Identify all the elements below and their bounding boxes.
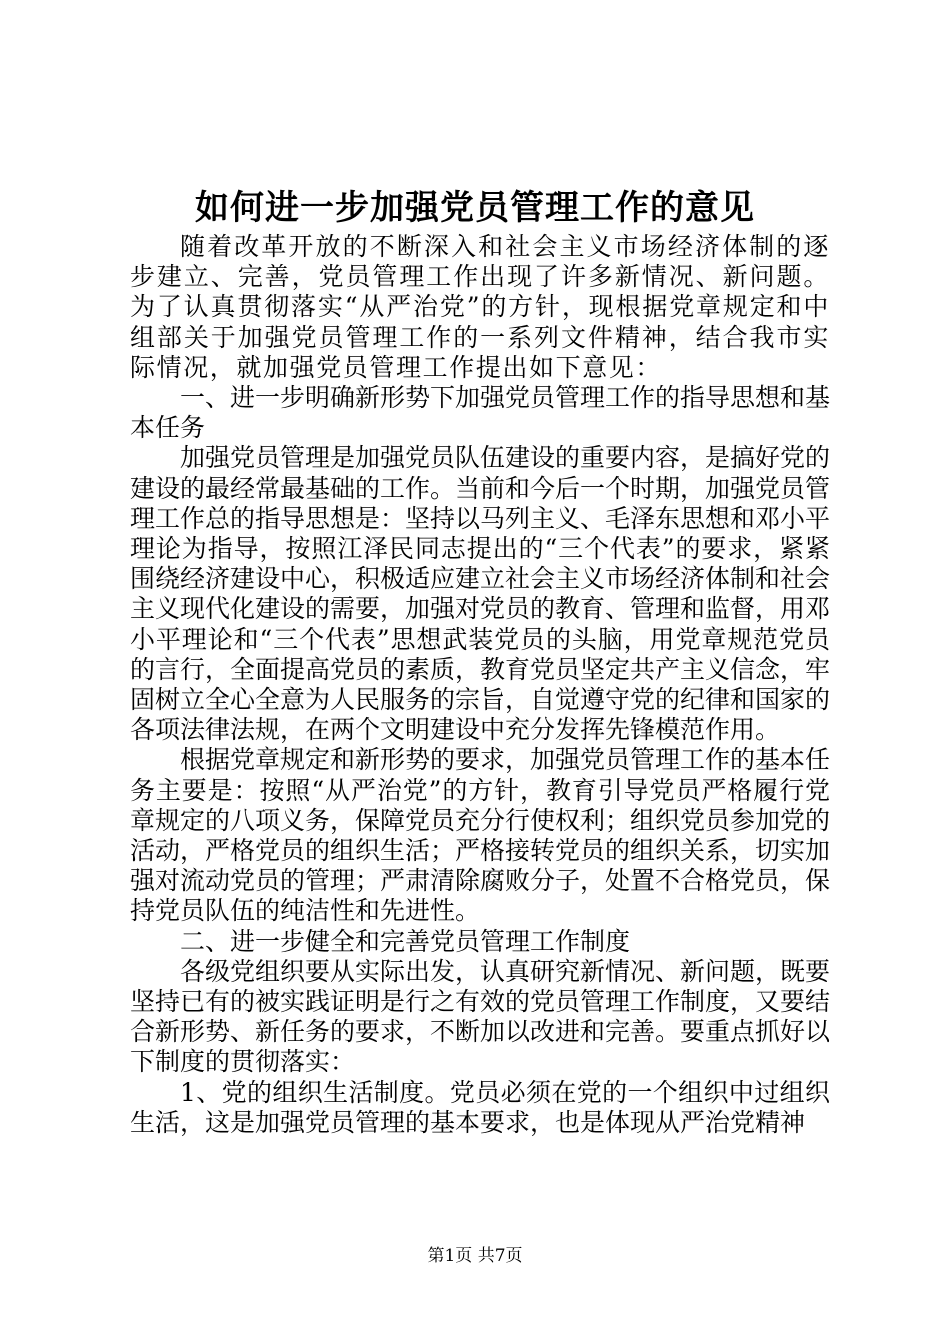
page-number-footer: 第1页 共7页: [427, 1246, 523, 1266]
guiding-ideology-paragraph: 加强党员管理是加强党员队伍建设的重要内容，是搞好党的建设的最经常最基础的工作。当前和今后一个时期，加强党员管理工作总的指导思想是：坚持以马列主义、毛泽东思想和邓小平理论为指导，按照江泽民同志提出的“三个代表”的要求，紧紧围绕经济建设中心，积极适应建立社会主义市场经济体制和社会主义现代化建设的需要，加强对党员的教育、管理和监督，用邓小平理论和“三个代表”思想武装党员的头脑，用党章规范党员的言行，全面提高党员的素质，教育党员坚定共产主义信念，牢固树立全心全意为人民服务的宗旨，自觉遵守党的纪律和国家的各项法律法规，在两个文明建设中充分发挥先锋模范作用。: [130, 443, 831, 745]
section-heading-1: 一、进一步明确新形势下加强党员管理工作的指导思想和基本任务: [130, 383, 831, 443]
system-paragraph: 各级党组织要从实际出发，认真研究新情况、新问题，既要坚持已有的被实践证明是行之有效的党员管理工作制度，又要结合新形势、新任务的要求，不断加以改进和完善。要重点抓好以下制度的贯彻落实：: [130, 956, 831, 1077]
document-title: 如何进一步加强党员管理工作的意见: [195, 188, 755, 228]
intro-paragraph: 随着改革开放的不断深入和社会主义市场经济体制的逐步建立、完善，党员管理工作出现了许多新情况、新问题。为了认真贯彻落实“从严治党”的方针，现根据党章规定和中组部关于加强党员管理工作的一系列文件精神，结合我市实际情况，就加强党员管理工作提出如下意见：: [130, 232, 830, 382]
document-body: [130, 232, 830, 1138]
basic-tasks-paragraph: 根据党章规定和新形势的要求，加强党员管理工作的基本任务主要是：按照“从严治党”的方针，教育引导党员严格履行党章规定的八项义务，保障党员充分行使权利；组织党员参加党的活动，严格党员的组织生活；严格接转党员的组织关系，切实加强对流动党员的管理；严肃清除腐败分子，处置不合格党员，保持党员队伍的纯洁性和先进性。: [130, 745, 831, 926]
section-heading-2: 二、进一步健全和完善党员管理工作制度: [180, 926, 631, 956]
organization-life-paragraph: 1、党的组织生活制度。党员必须在党的一个组织中过组织生活，这是加强党员管理的基本要求，也是体现从严治党精神: [130, 1077, 830, 1137]
